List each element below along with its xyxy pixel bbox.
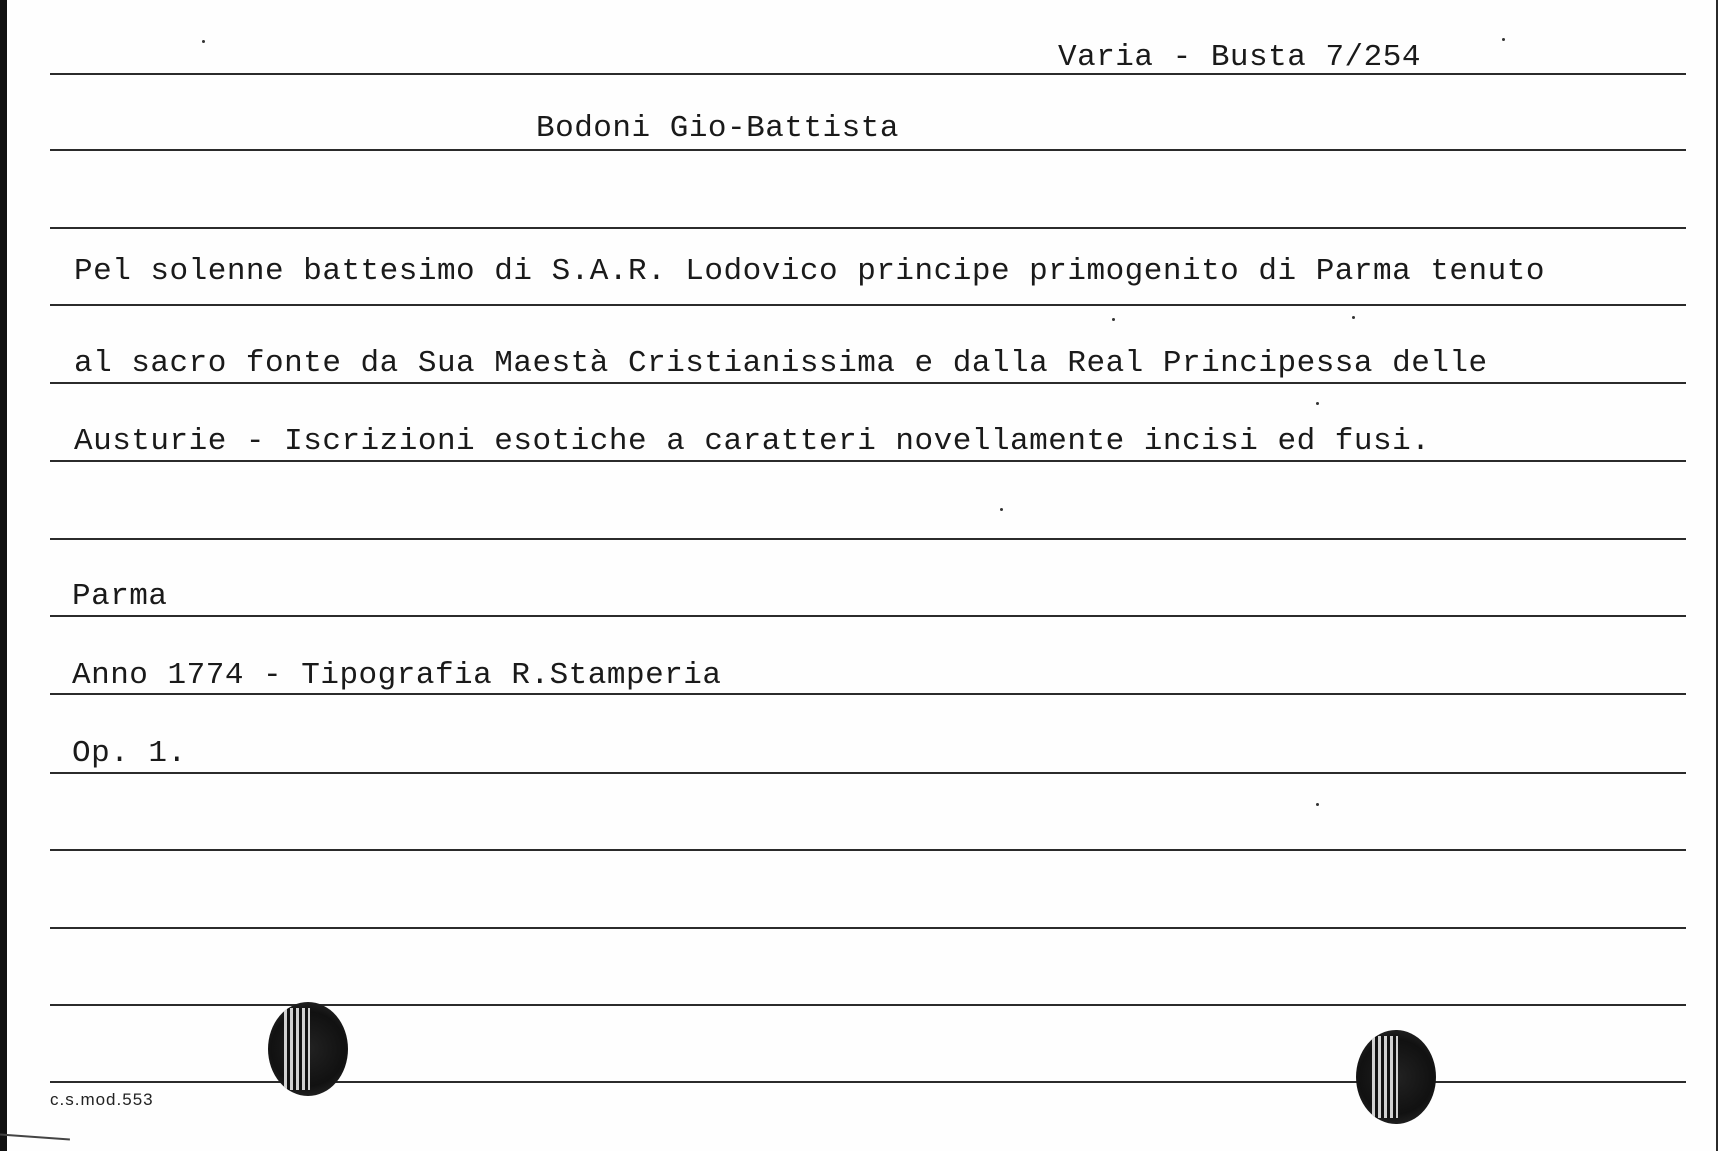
ruled-line (50, 149, 1686, 151)
ruled-line (50, 73, 1686, 75)
ruled-line (50, 304, 1686, 306)
scan-speck (1316, 402, 1319, 405)
title-line-3: Austurie - Iscrizioni esotiche a caratteri novellamente incisi ed fusi. (74, 424, 1431, 459)
ruled-line (50, 772, 1686, 774)
author-heading: Bodoni Gio-Battista (536, 111, 899, 146)
scan-speck (1000, 508, 1003, 511)
place-of-publication: Parma (72, 579, 168, 614)
ruled-line (50, 538, 1686, 540)
punch-hole-right (1356, 1030, 1436, 1124)
card-left-edge (0, 0, 7, 1151)
scan-speck (1502, 38, 1505, 41)
scan-speck (202, 40, 205, 43)
scan-speck (1352, 316, 1355, 319)
scan-mark (0, 1134, 70, 1141)
form-code: c.s.mod.553 (50, 1090, 154, 1109)
title-line-2: al sacro fonte da Sua Maestà Cristianissima e dalla Real Principessa delle (74, 346, 1488, 381)
punch-hole-left (268, 1002, 348, 1096)
ruled-line (50, 849, 1686, 851)
card-right-edge (1716, 0, 1724, 1151)
ruled-line (50, 227, 1686, 229)
ruled-line (50, 460, 1686, 462)
ruled-line (50, 382, 1686, 384)
title-line-1: Pel solenne battesimo di S.A.R. Lodovico principe primogenito di Parma tenuto (74, 254, 1545, 289)
year-and-printer: Anno 1774 - Tipografia R.Stamperia (72, 658, 722, 693)
scan-speck (1316, 803, 1319, 806)
ruled-line (50, 927, 1686, 929)
opus-number: Op. 1. (72, 736, 187, 771)
ruled-line (50, 615, 1686, 617)
collocation: Varia - Busta 7/254 (1058, 40, 1421, 75)
scan-speck (1112, 318, 1115, 321)
ruled-line (50, 693, 1686, 695)
